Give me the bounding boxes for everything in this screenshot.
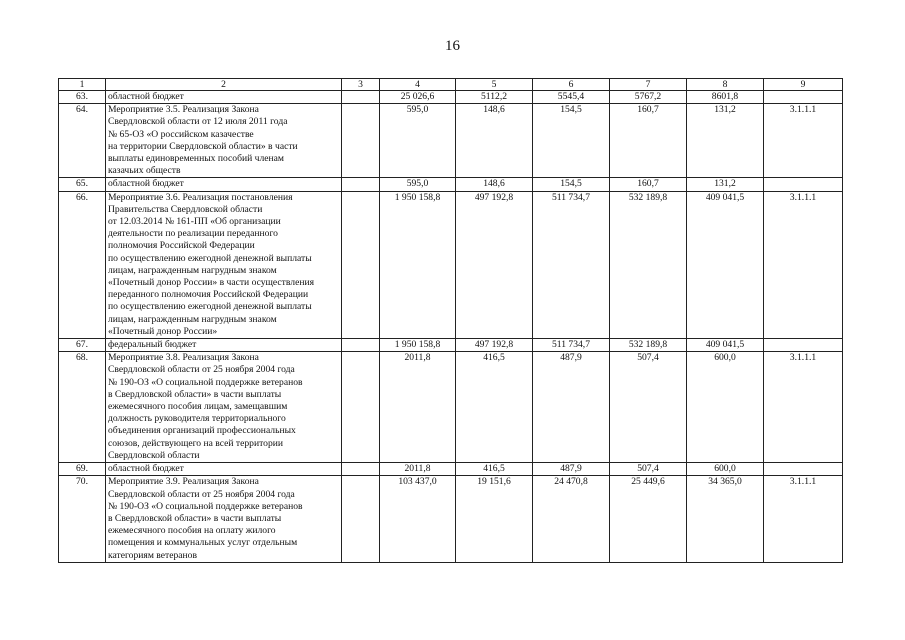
description-line: областной бюджет bbox=[108, 91, 184, 102]
row-description bbox=[106, 91, 342, 104]
page-number: 16 bbox=[445, 38, 460, 54]
row-number: 67. bbox=[59, 339, 106, 352]
description-line: казачьих обществ bbox=[108, 165, 181, 177]
amount-cell-c6: 511 734,7 bbox=[533, 339, 610, 352]
amount-cell-c4: 25 026,6 bbox=[380, 91, 456, 104]
description-line: деятельности по реализации переданного bbox=[108, 228, 278, 240]
amount-cell-c5: 497 192,8 bbox=[456, 191, 533, 338]
description-line: союзов, действующего на всей территории bbox=[108, 437, 284, 449]
column-header-7: 7 bbox=[610, 79, 687, 91]
amount-cell-c8: 600,0 bbox=[687, 352, 764, 463]
description-line: Мероприятие 3.8. Реализация Закона bbox=[108, 352, 259, 364]
description-line: областной бюджет bbox=[108, 463, 184, 475]
amount-cell-c6: 487,9 bbox=[533, 463, 610, 476]
description-line: № 65-ОЗ «О российском казачестве bbox=[108, 128, 254, 140]
description-line: в Свердловской области» в части выплаты bbox=[108, 388, 282, 400]
table-row bbox=[59, 91, 843, 104]
amount-cell-c7: 532 189,8 bbox=[610, 191, 687, 338]
amount-cell-c7: 5767,2 bbox=[610, 91, 687, 104]
amount-cell-c6: 511 734,7 bbox=[533, 191, 610, 338]
column-header-4: 4 bbox=[380, 79, 456, 91]
amount-cell-c6: 24 470,8 bbox=[533, 476, 610, 562]
row-description bbox=[106, 104, 342, 178]
amount-cell-c5: 416,5 bbox=[456, 463, 533, 476]
row-number: 70. bbox=[59, 476, 106, 562]
description-line: «Почетный донор России» bbox=[108, 325, 218, 337]
table-row bbox=[59, 104, 843, 178]
table-row bbox=[59, 178, 843, 191]
table-row bbox=[59, 191, 843, 338]
amount-cell-c6: 154,5 bbox=[533, 178, 610, 191]
row-description bbox=[106, 178, 342, 191]
column-header-3: 3 bbox=[342, 79, 380, 91]
amount-cell-c4: 2011,8 bbox=[380, 352, 456, 463]
description-line: областной бюджет bbox=[108, 178, 184, 190]
row-number: 65. bbox=[59, 178, 106, 191]
description-line: Свердловской области от 25 ноября 2004 года bbox=[108, 364, 295, 376]
amount-cell-c8: 131,2 bbox=[687, 178, 764, 191]
table-row bbox=[59, 352, 843, 463]
description-line: федеральный бюджет bbox=[108, 339, 197, 351]
row-description bbox=[106, 463, 342, 476]
target-code-cell: 3.1.1.1 bbox=[764, 191, 843, 338]
table-row bbox=[59, 476, 843, 562]
column-3-cell bbox=[342, 178, 380, 191]
amount-cell-c4: 1 950 158,8 bbox=[380, 339, 456, 352]
target-code-cell bbox=[764, 463, 843, 476]
amount-cell-c8: 409 041,5 bbox=[687, 339, 764, 352]
table-row bbox=[59, 339, 843, 352]
column-header-6: 6 bbox=[533, 79, 610, 91]
description-line: переданного полномочия Российской Федерации bbox=[108, 289, 309, 301]
amount-cell-c7: 507,4 bbox=[610, 463, 687, 476]
amount-cell-c4: 595,0 bbox=[380, 178, 456, 191]
description-line: лицам, награжденным нагрудным знаком bbox=[108, 313, 277, 325]
description-line: полномочия Российской Федерации bbox=[108, 240, 255, 252]
target-code-cell bbox=[764, 91, 843, 104]
table-row bbox=[59, 463, 843, 476]
description-line: категориям ветеранов bbox=[108, 549, 197, 561]
amount-cell-c7: 160,7 bbox=[610, 178, 687, 191]
amount-cell-c6: 154,5 bbox=[533, 104, 610, 178]
amount-cell-c5: 148,6 bbox=[456, 104, 533, 178]
column-3-cell bbox=[342, 352, 380, 463]
description-line: помещения и коммунальных услуг отдельным bbox=[108, 537, 298, 549]
amount-cell-c8: 409 041,5 bbox=[687, 191, 764, 338]
row-number: 64. bbox=[59, 104, 106, 178]
budget-table bbox=[58, 78, 843, 563]
description-line: в Свердловской области» в части выплаты bbox=[108, 512, 282, 524]
column-header-2: 2 bbox=[106, 79, 342, 91]
row-number: 68. bbox=[59, 352, 106, 463]
description-line: на территории Свердловской области» в части bbox=[108, 140, 298, 152]
description-line: Мероприятие 3.9. Реализация Закона bbox=[108, 476, 259, 488]
column-header-8: 8 bbox=[687, 79, 764, 91]
column-3-cell bbox=[342, 104, 380, 178]
amount-cell-c6: 5545,4 bbox=[533, 91, 610, 104]
description-line: Мероприятие 3.5. Реализация Закона bbox=[108, 104, 259, 116]
description-line: выплаты единовременных пособий членам bbox=[108, 153, 284, 165]
row-description bbox=[106, 476, 342, 562]
description-line: № 190-ОЗ «О социальной поддержке ветеранов bbox=[108, 376, 303, 388]
description-line: № 190-ОЗ «О социальной поддержке ветеранов bbox=[108, 500, 303, 512]
column-header-1: 1 bbox=[59, 79, 106, 91]
amount-cell-c4: 103 437,0 bbox=[380, 476, 456, 562]
row-number: 66. bbox=[59, 191, 106, 338]
amount-cell-c5: 19 151,6 bbox=[456, 476, 533, 562]
description-line: от 12.03.2014 № 161-ПП «Об организации bbox=[108, 216, 281, 228]
amount-cell-c8: 131,2 bbox=[687, 104, 764, 178]
amount-cell-c5: 148,6 bbox=[456, 178, 533, 191]
amount-cell-c7: 507,4 bbox=[610, 352, 687, 463]
target-code-cell: 3.1.1.1 bbox=[764, 476, 843, 562]
column-header-9: 9 bbox=[764, 79, 843, 91]
row-description bbox=[106, 352, 342, 463]
target-code-cell bbox=[764, 178, 843, 191]
amount-cell-c5: 5112,2 bbox=[456, 91, 533, 104]
row-number: 69. bbox=[59, 463, 106, 476]
target-code-cell: 3.1.1.1 bbox=[764, 352, 843, 463]
amount-cell-c6: 487,9 bbox=[533, 352, 610, 463]
row-description bbox=[106, 339, 342, 352]
target-code-cell bbox=[764, 339, 843, 352]
amount-cell-c8: 8601,8 bbox=[687, 91, 764, 104]
description-line: ежемесячного пособия лицам, замещавшим bbox=[108, 401, 288, 413]
amount-cell-c8: 34 365,0 bbox=[687, 476, 764, 562]
table-header-row bbox=[59, 79, 843, 91]
amount-cell-c5: 416,5 bbox=[456, 352, 533, 463]
amount-cell-c7: 25 449,6 bbox=[610, 476, 687, 562]
description-line: «Почетный донор России» в части осуществления bbox=[108, 277, 315, 289]
row-number: 63. bbox=[59, 91, 106, 104]
column-3-cell bbox=[342, 191, 380, 338]
amount-cell-c7: 160,7 bbox=[610, 104, 687, 178]
amount-cell-c4: 1 950 158,8 bbox=[380, 191, 456, 338]
row-description bbox=[106, 191, 342, 338]
description-line: лицам, награжденным нагрудным знаком bbox=[108, 264, 277, 276]
description-line: должность руководителя территориального bbox=[108, 413, 286, 425]
description-line: Свердловской области от 25 ноября 2004 года bbox=[108, 488, 295, 500]
description-line: объединения организаций профессиональных bbox=[108, 425, 296, 437]
description-line: ежемесячного пособия на оплату жилого bbox=[108, 525, 276, 537]
column-header-5: 5 bbox=[456, 79, 533, 91]
target-code-cell: 3.1.1.1 bbox=[764, 104, 843, 178]
amount-cell-c8: 600,0 bbox=[687, 463, 764, 476]
amount-cell-c7: 532 189,8 bbox=[610, 339, 687, 352]
description-line: Мероприятие 3.6. Реализация постановления bbox=[108, 191, 293, 203]
description-line: по осуществлению ежегодной денежной выплаты bbox=[108, 301, 312, 313]
description-line: по осуществлению ежегодной денежной выплаты bbox=[108, 252, 312, 264]
amount-cell-c5: 497 192,8 bbox=[456, 339, 533, 352]
description-line: Свердловской области от 12 июля 2011 года bbox=[108, 116, 288, 128]
description-line: Свердловской области bbox=[108, 449, 200, 461]
amount-cell-c4: 2011,8 bbox=[380, 463, 456, 476]
description-line: Правительства Свердловской области bbox=[108, 203, 263, 215]
column-3-cell bbox=[342, 339, 380, 352]
column-3-cell bbox=[342, 463, 380, 476]
column-3-cell bbox=[342, 476, 380, 562]
column-3-cell bbox=[342, 91, 380, 104]
amount-cell-c4: 595,0 bbox=[380, 104, 456, 178]
